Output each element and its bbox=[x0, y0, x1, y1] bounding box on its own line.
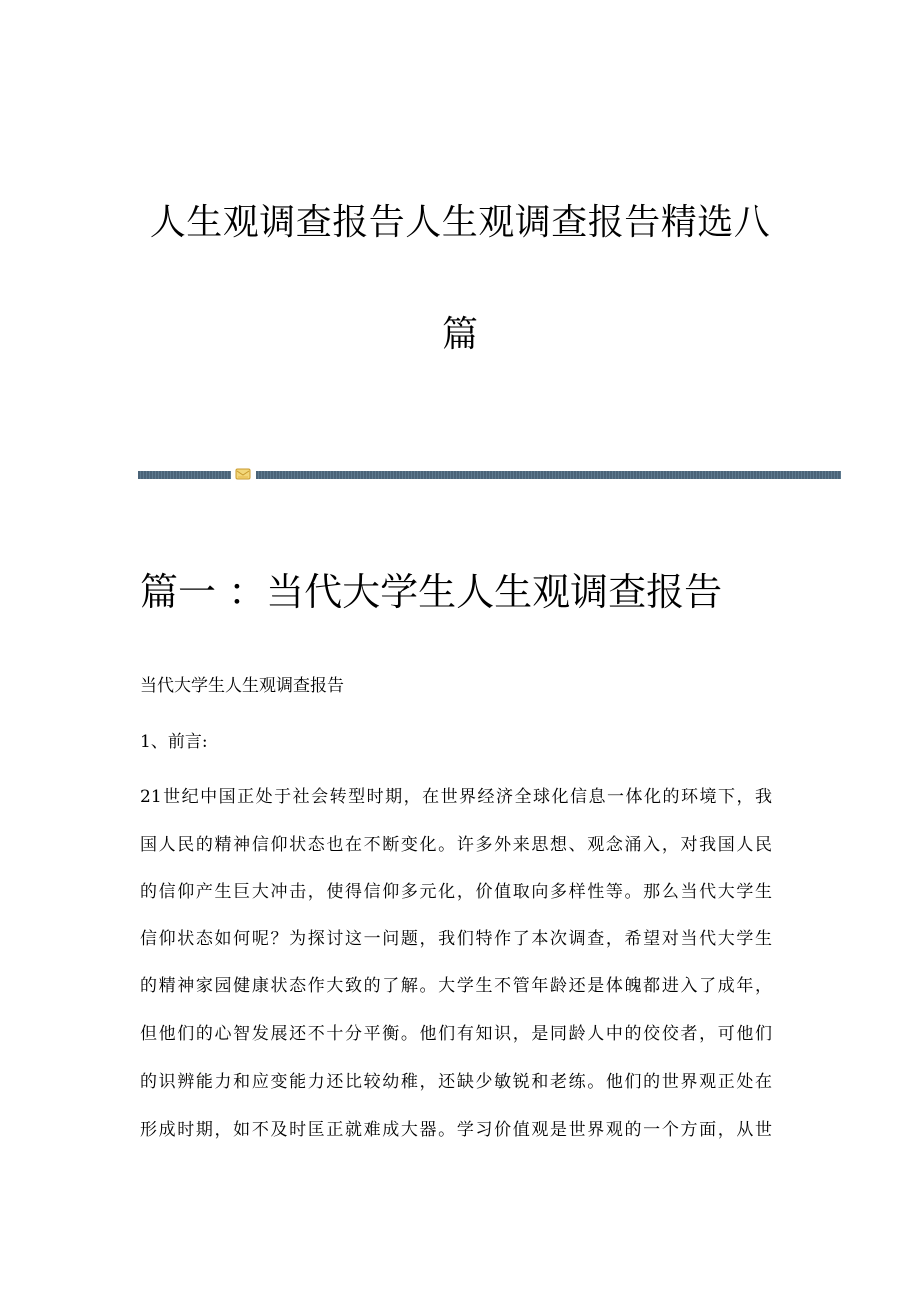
body-line: 的精神家园健康状态作大致的了解。大学生不管年龄还是体魄都进入了成年， bbox=[140, 976, 772, 996]
body-line: 信仰状态如何呢？为探讨这一问题，我们特作了本次调查，希望对当代大学生 bbox=[140, 929, 772, 949]
divider-bar-right bbox=[256, 471, 841, 479]
body-line: 的识辨能力和应变能力还比较幼稚，还缺少敏锐和老练。他们的世界观正处在 bbox=[140, 1072, 772, 1092]
report-subtitle: 当代大学生人生观调查报告 bbox=[140, 676, 344, 696]
title-divider bbox=[138, 471, 841, 479]
preface-label: 1、前言: bbox=[140, 732, 208, 752]
divider-bar-left bbox=[138, 471, 231, 479]
document-title-line-1: 人生观调查报告人生观调查报告精选八 bbox=[149, 202, 771, 243]
body-line: 但他们的心智发展还不十分平衡。他们有知识，是同龄人中的佼佼者，可他们 bbox=[140, 1024, 772, 1044]
body-line: 国人民的精神信仰状态也在不断变化。许多外来思想、观念涌入，对我国人民 bbox=[140, 835, 772, 855]
document-title-line-2: 篇 bbox=[441, 314, 478, 355]
body-line: 21世纪中国正处于社会转型时期，在世界经济全球化信息一体化的环境下，我 bbox=[140, 787, 772, 807]
body-line: 的信仰产生巨大冲击，使得信仰多元化，价值取向多样性等。那么当代大学生 bbox=[140, 882, 772, 902]
body-line: 形成时期，如不及时匡正就难成大器。学习价值观是世界观的一个方面，从世 bbox=[140, 1120, 772, 1140]
ornament-icon bbox=[235, 467, 251, 481]
section-heading: 篇一 ：当代大学生人生观调查报告 bbox=[140, 570, 723, 614]
